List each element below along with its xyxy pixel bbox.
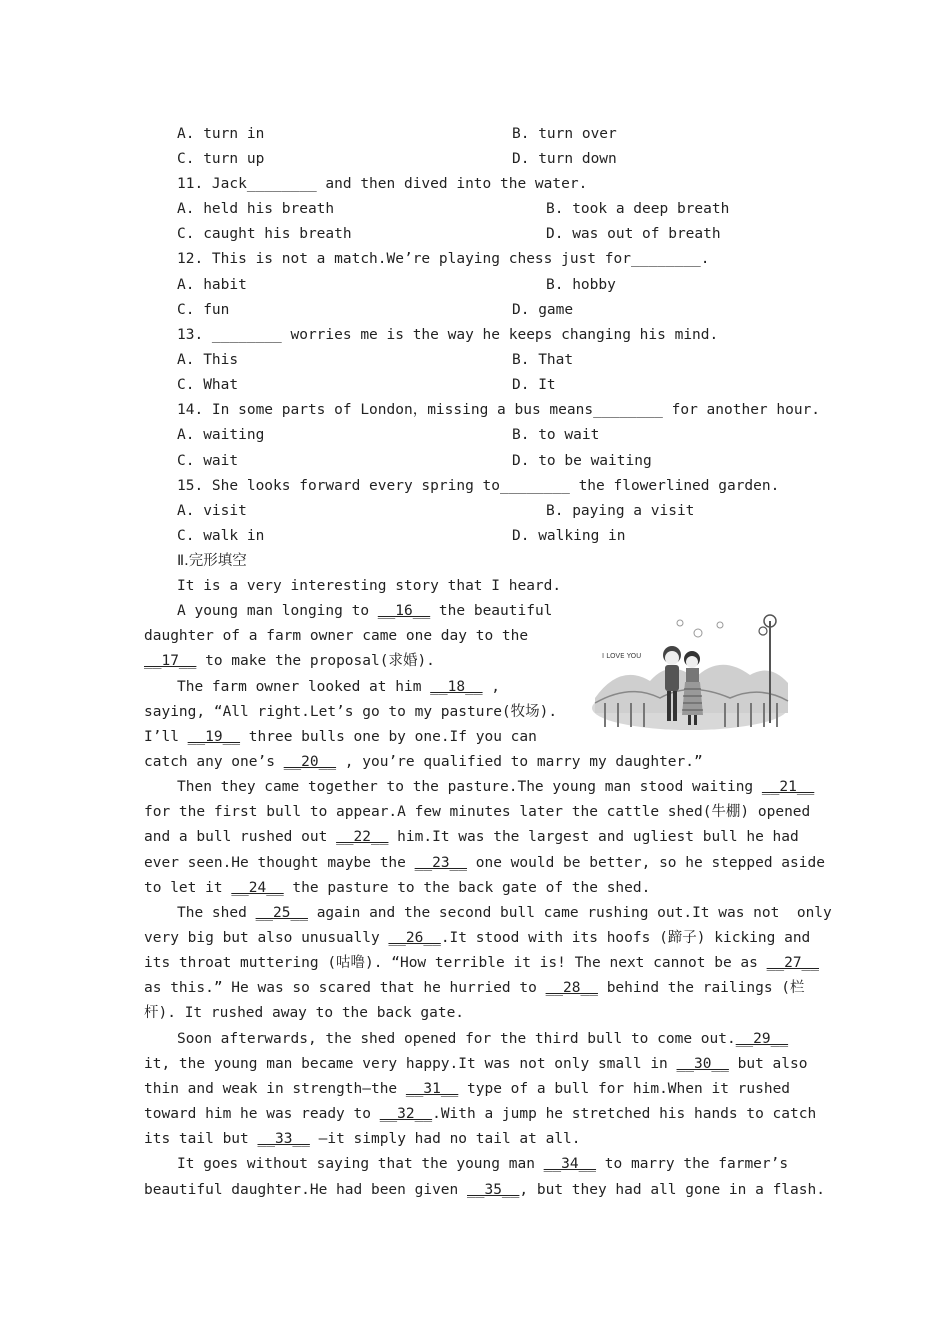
q10-option-a: A. turn in bbox=[177, 126, 265, 142]
passage-line: It is a very interesting story that I heard. bbox=[177, 578, 562, 594]
section-title: Ⅱ.完形填空 bbox=[177, 553, 247, 569]
passage-line: toward him he was ready to __32__.With a jump he stretched his hands to catch bbox=[144, 1106, 817, 1122]
blank-20[interactable]: __20__ bbox=[283, 754, 337, 770]
passage-line: for the first bull to appear.A few minutes later the cattle shed(牛棚) opened bbox=[144, 804, 811, 820]
q15-stem: 15. She looks forward every spring to________ the flowerlined garden. bbox=[177, 478, 780, 494]
passage-line: 杆). It rushed away to the back gate. bbox=[144, 1005, 465, 1021]
blank-16[interactable]: __16__ bbox=[377, 603, 431, 619]
passage-line: very big but also unusually __26__.It stood with its hoofs (蹄子) kicking and bbox=[144, 930, 811, 946]
q10-option-b: B. turn over bbox=[512, 126, 617, 142]
passage-line: ever seen.He thought maybe the __23__ one would be better, so he stepped aside bbox=[144, 855, 825, 871]
q11-option-b: B. took a deep breath bbox=[546, 201, 730, 217]
q15-option-d: D. walking in bbox=[512, 528, 626, 544]
blank-35[interactable]: __35__ bbox=[467, 1182, 520, 1198]
passage-line: beautiful daughter.He had been given __35__, but they had all gone in a flash. bbox=[144, 1182, 825, 1198]
blank-17[interactable]: __17__ bbox=[144, 653, 197, 669]
blank-21[interactable]: __21__ bbox=[761, 779, 815, 795]
q10-option-d: D. turn down bbox=[512, 151, 617, 167]
q14-option-d: D. to be waiting bbox=[512, 453, 652, 469]
passage-line: It goes without saying that the young man __34__ to marry the farmer’s bbox=[177, 1156, 789, 1172]
caption-text: I LOVE YOU bbox=[602, 652, 642, 660]
blank-28[interactable]: __28__ bbox=[545, 980, 598, 996]
passage-line: and a bull rushed out __22__ him.It was the largest and ugliest bull he had bbox=[144, 829, 799, 845]
couple-illustration bbox=[590, 603, 790, 735]
q13-stem: 13. ________ worries me is the way he keeps changing his mind. bbox=[177, 327, 719, 343]
blank-18[interactable]: __18__ bbox=[430, 679, 483, 695]
blank-27[interactable]: __27__ bbox=[766, 955, 820, 971]
q12-option-a: A. habit bbox=[177, 277, 247, 293]
passage-line: to let it __24__ the pasture to the back gate of the shed. bbox=[144, 880, 651, 896]
blank-30[interactable]: __30__ bbox=[676, 1056, 729, 1072]
passage-line: Soon afterwards, the shed opened for the third bull to come out.__29__ bbox=[177, 1031, 789, 1047]
passage-line: thin and weak in strength—the __31__ type of a bull for him.When it rushed bbox=[144, 1081, 791, 1097]
q14-stem: 14. In some parts of London，missing a bus means________ for another hour. bbox=[177, 402, 821, 418]
q15-option-a: A. visit bbox=[177, 503, 247, 519]
q11-option-a: A. held his breath bbox=[177, 201, 335, 217]
q14-option-c: C. wait bbox=[177, 453, 239, 469]
passage-line: Then they came together to the pasture.The young man stood waiting __21__ bbox=[177, 779, 815, 795]
q13-option-a: A. This bbox=[177, 352, 239, 368]
q12-option-b: B. hobby bbox=[546, 277, 616, 293]
passage-line: it, the young man became very happy.It was not only small in __30__ but also bbox=[144, 1056, 808, 1072]
q14-option-b: B. to wait bbox=[512, 427, 600, 443]
blank-19[interactable]: __19__ bbox=[187, 729, 241, 745]
passage-line: A young man longing to __16__ the beautiful bbox=[177, 603, 553, 619]
blank-33[interactable]: __33__ bbox=[257, 1131, 310, 1147]
blank-26[interactable]: __26__ bbox=[388, 930, 441, 946]
blank-25[interactable]: __25__ bbox=[255, 905, 308, 921]
q12-option-d: D. game bbox=[512, 302, 574, 318]
q14-option-a: A. waiting bbox=[177, 427, 265, 443]
q12-stem: 12. This is not a match.We’re playing chess just for________. bbox=[177, 251, 710, 267]
blank-32[interactable]: __32__ bbox=[379, 1106, 433, 1122]
q15-option-b: B. paying a visit bbox=[546, 503, 695, 519]
q15-option-c: C. walk in bbox=[177, 528, 265, 544]
passage-line: The farm owner looked at him __18__ , bbox=[177, 679, 501, 695]
passage-line: its tail but __33__ —it simply had no tail at all. bbox=[144, 1131, 581, 1147]
q10-option-c: C. turn up bbox=[177, 151, 265, 167]
q11-stem: 11. Jack________ and then dived into the water. bbox=[177, 176, 588, 192]
blank-34[interactable]: __34__ bbox=[543, 1156, 597, 1172]
passage-line: The shed __25__ again and the second bull came rushing out.It was not only bbox=[177, 905, 832, 921]
passage-line: I’ll __19__ three bulls one by one.If you can bbox=[144, 729, 537, 745]
passage-line: saying, “All right.Let’s go to my pasture(牧场). bbox=[144, 704, 558, 720]
q11-option-c: C. caught his breath bbox=[177, 226, 352, 242]
blank-22[interactable]: __22__ bbox=[336, 829, 389, 845]
q13-option-b: B. That bbox=[512, 352, 574, 368]
q11-option-d: D. was out of breath bbox=[546, 226, 721, 242]
q13-option-d: D. It bbox=[512, 377, 556, 393]
passage-line: as this.” He was so scared that he hurried to __28__ behind the railings (栏 bbox=[144, 980, 805, 996]
passage-line: its throat muttering (咕噜). “How terrible it is! The next cannot be as __27__ bbox=[144, 955, 820, 971]
q12-option-c: C. fun bbox=[177, 302, 230, 318]
passage-line: __17__ to make the proposal(求婚). bbox=[144, 653, 435, 669]
passage-line: daughter of a farm owner came one day to the bbox=[144, 628, 529, 644]
blank-29[interactable]: __29__ bbox=[735, 1031, 789, 1047]
q13-option-c: C. What bbox=[177, 377, 239, 393]
blank-31[interactable]: __31__ bbox=[405, 1081, 459, 1097]
passage-line: catch any one’s __20__ , you’re qualified to marry my daughter.” bbox=[144, 754, 703, 770]
blank-24[interactable]: __24__ bbox=[231, 880, 284, 896]
blank-23[interactable]: __23__ bbox=[414, 855, 468, 871]
